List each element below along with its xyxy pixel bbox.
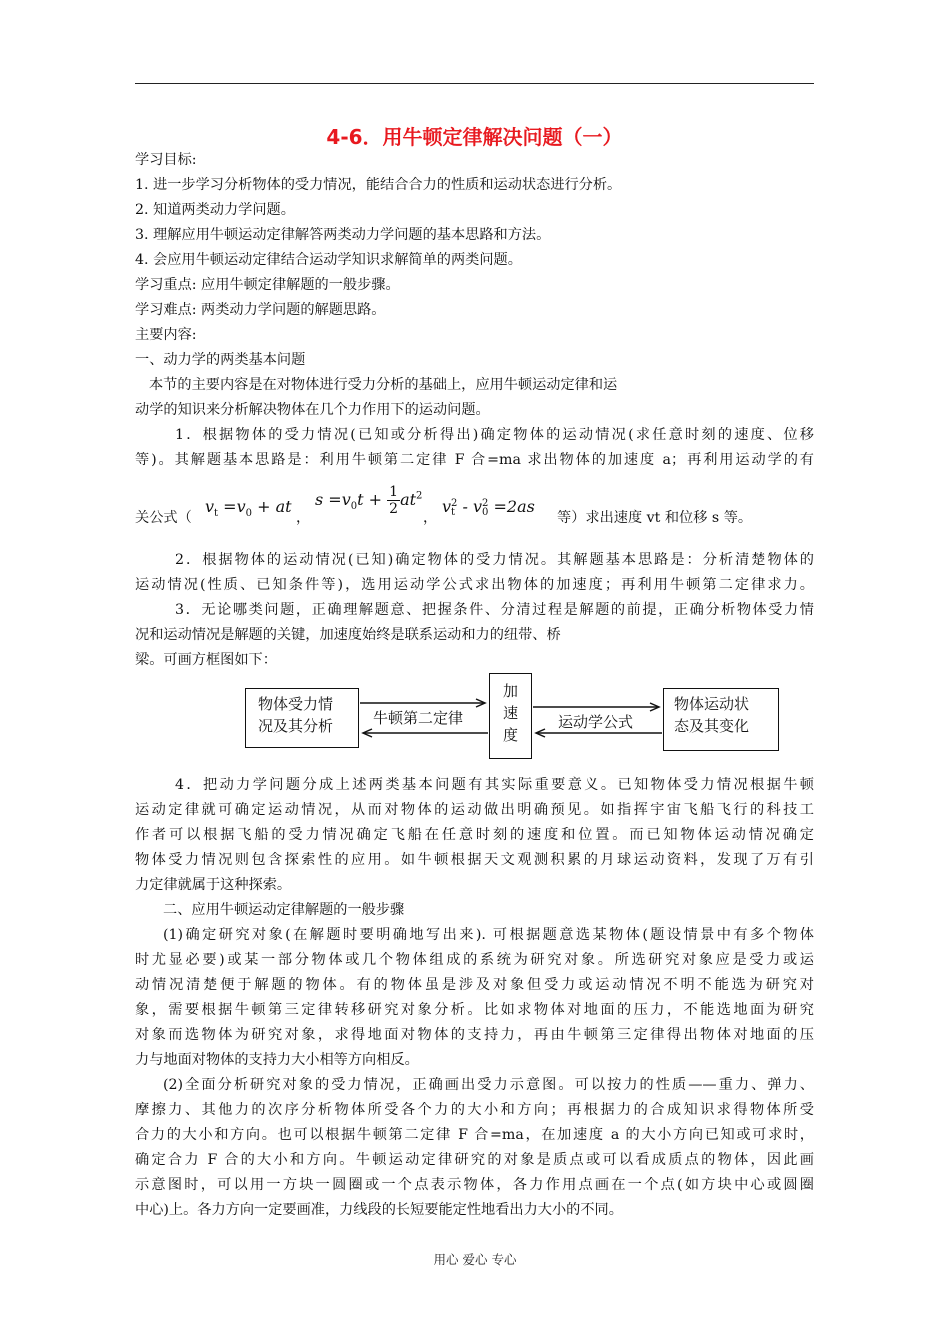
section1-intro-line1: 本节的主要内容是在对物体进行受力分析的基础上，应用牛顿运动定律和运 <box>149 377 618 393</box>
objective-item-2: 2. 知道两类动力学问题。 <box>135 202 295 218</box>
p3-line3: 梁。可画方框图如下： <box>135 652 277 668</box>
s1-line6: 力与地面对物体的支持力大小相等方向相反。 <box>135 1052 419 1068</box>
arrow-head-left-2 <box>536 729 545 737</box>
label-newton-second-law: 牛顿第二定律 <box>373 709 464 727</box>
p3-line2: 况和运动情况是解题的关键，加速度始终是联系运动和力的纽带、桥 <box>135 627 561 643</box>
box-motion-state <box>663 688 779 751</box>
page-footer: 用心 爱心 专心 <box>433 1252 517 1267</box>
s1-line3: 动情况清楚便于解题的物体。有的物体虽是涉及对象但受力或运动情况不明不能选为研究对 <box>135 977 814 993</box>
p1-prefix: 关公式（ <box>135 510 192 526</box>
s2-line2: 摩擦力、其他力的次序分析物体所受各个力的大小和方向；再根据力的合成知识求得物体所受 <box>135 1102 814 1118</box>
main-content-heading: 主要内容: <box>135 327 197 343</box>
f2-tail: at <box>400 490 417 509</box>
box-left-line2: 况及其分析 <box>258 717 334 735</box>
s2-line4: 确定合力 F 合的大小和方向。牛顿运动定律研究的对象是质点或可以看成质点的物体，因此画 <box>135 1152 814 1168</box>
box-center-line1: 加 <box>502 682 518 700</box>
p4-line5: 力定律就属于这种探索。 <box>135 877 292 893</box>
f3-a-sub: t <box>451 506 456 518</box>
box-center-line2: 速 <box>502 704 518 722</box>
difficulty: 学习难点: 两类动力学问题的解题思路。 <box>135 302 386 318</box>
box-right-line1: 物体运动状 <box>674 695 750 713</box>
p4-line4: 物体受力情况则包含探索性的应用。如牛顿根据天文观测积累的月球运动资料，发现了万有引 <box>135 852 814 868</box>
p4-line3: 作者可以根据飞船的受力情况确定飞船在任意时刻的速度和位置。而已知物体运动情况确定 <box>135 827 814 843</box>
f1-rest: + at <box>251 497 292 516</box>
p2-line1: 2．根据物体的运动情况(已知)确定物体的受力情况。其解题基本思路是：分析清楚物体的 <box>175 552 814 568</box>
section1-heading: 一、动力学的两类基本问题 <box>135 352 306 368</box>
box-force-analysis <box>245 688 359 748</box>
section2-heading: 二、应用牛顿运动定律解题的一般步骤 <box>163 902 405 918</box>
f3-minus: - v <box>457 497 483 516</box>
key-point: 学习重点: 应用牛顿定律解题的一般步骤。 <box>135 277 400 293</box>
s2-line5: 示意图时，可以用一方块一圆圈或一个点表示物体，各力作用点画在一个点(如方块中心或圆圈 <box>135 1177 814 1193</box>
p4-line1: 4．把动力学问题分成上述两类基本问题有其实际重要意义。已知物体受力情况根据牛顿 <box>175 777 814 793</box>
p1-comma-1: ， <box>296 510 311 526</box>
objective-item-1: 1. 进一步学习分析物体的受力情况，能结合合力的性质和运动状态进行分析。 <box>135 177 622 193</box>
f3-rhs: =2as <box>488 497 535 516</box>
f3-b-sub: 0 <box>482 506 489 518</box>
f3-b-sup: 2 <box>482 497 489 509</box>
objective-item-4: 4. 会应用牛顿运动定律结合运动学知识求解简单的两类问题。 <box>135 252 522 268</box>
s2-line1: (2)全面分析研究对象的受力情况，正确画出受力示意图。可以按力的性质——重力、弹力、 <box>163 1077 814 1093</box>
f3-a: v <box>442 497 452 516</box>
s2-line3: 合力的大小和方向。也可以根据牛顿第二定律 F 合=ma，在加速度 a 的大小方向已知或可求时， <box>135 1127 814 1143</box>
f2-t: t + <box>357 490 388 509</box>
formula-displacement <box>315 484 422 517</box>
s1-line2: 时尤显必要)或某一部分物体或几个物体组成的系统为研究对象。所选研究对象应是受力或运 <box>135 952 814 968</box>
formula-velocity-squared <box>442 497 535 517</box>
arrow-head-right-2 <box>650 703 659 711</box>
f1-sub-t: t <box>214 508 219 520</box>
box-center-line3: 度 <box>502 726 518 744</box>
label-kinematics-formula: 运动学公式 <box>558 713 634 731</box>
page-title: 4-6．用牛顿定律解决问题（一） <box>326 125 623 149</box>
p1-comma-2: ， <box>423 510 438 526</box>
p4-line2: 运动定律就可确定运动情况，从而对物体的运动做出明确预见。如指挥宇宙飞船飞行的科技工 <box>135 802 814 818</box>
box-right-line2: 态及其变化 <box>674 717 750 735</box>
p1-suffix: 等）求出速度 vt 和位移 s 等。 <box>557 510 753 526</box>
p2-line2: 运动情况(性质、已知条件等)，选用运动学公式求出物体的加速度；再利用牛顿第二定律求力。 <box>135 577 814 593</box>
s1-line4: 象，需要根据牛顿第三定律转移研究对象分析。比如求物体对地面的压力，不能选地面为研究 <box>135 1002 814 1018</box>
p1-line2: 等)。其解题基本思路是：利用牛顿第二定律 F 合=ma 求出物体的加速度 a；再利用运动学的有 <box>135 452 814 468</box>
box-acceleration <box>489 673 532 759</box>
s2-line6: 中心)上。各力方向一定要画准，力线段的长短要能定性地看出力大小的不同。 <box>135 1202 623 1218</box>
f3-a-sup: 2 <box>451 497 458 509</box>
f1-eq: =v <box>218 497 246 516</box>
f2-den: 2 <box>389 501 399 517</box>
f2-fraction <box>387 484 400 517</box>
f2-lhs: s =v <box>315 490 351 509</box>
box-left-line1: 物体受力情 <box>258 695 334 713</box>
f2-num: 1 <box>389 484 399 500</box>
formula-velocity <box>205 497 292 519</box>
arrow-head-right-1 <box>476 699 485 707</box>
p1-line1: 1．根据物体的受力情况(已知或分析得出)确定物体的运动情况(求任意时刻的速度、位移 <box>175 427 814 443</box>
arrow-head-left-1 <box>363 729 372 737</box>
s1-line1: (1)确定研究对象(在解题时要明确地写出来). 可根据题意选某物体(题设情景中有多个物体 <box>163 927 814 943</box>
p3-line1: 3．无论哪类问题，正确理解题意、把握条件、分清过程是解题的前提，正确分析物体受力情 <box>175 602 814 618</box>
objectives-heading: 学习目标: <box>135 152 197 168</box>
objective-item-3: 3. 理解应用牛顿运动定律解答两类动力学问题的基本思路和方法。 <box>135 227 551 243</box>
f2-sup: 2 <box>416 490 423 502</box>
section1-intro-line2: 动学的知识来分析解决物体在几个力作用下的运动问题。 <box>135 402 490 418</box>
f1-sub-0: 0 <box>245 508 252 520</box>
header-rule <box>135 83 814 84</box>
f1-lhs: v <box>205 497 215 516</box>
s1-line5: 对象而选物体为研究对象，求得地面对物体的支持力，再由牛顿第三定律得出物体对地面的压 <box>135 1027 814 1043</box>
f2-sub-0: 0 <box>350 501 358 513</box>
